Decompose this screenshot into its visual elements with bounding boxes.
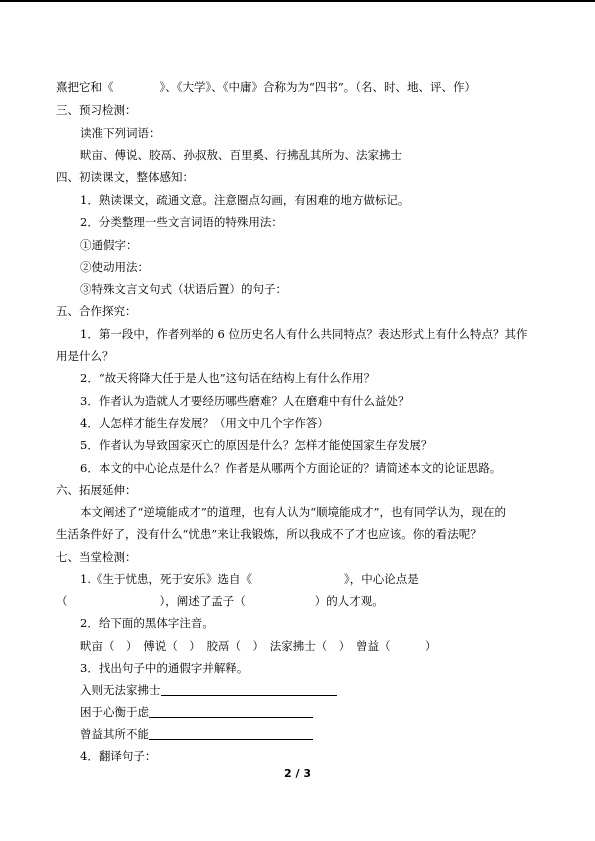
answer-blank-2[interactable]: [149, 705, 313, 718]
task-item-2: 2．分类整理一些文言词语的特殊用法：: [80, 215, 283, 229]
sentence-3: 曾益其所不能: [80, 727, 149, 741]
text-line-3: 读准下列词语：: [80, 126, 161, 140]
subitem-3: ③特殊文言文句式（状语后置）的句子：: [80, 282, 287, 296]
sentence-row-2: [80, 705, 313, 719]
question-1b: 用是什么？: [56, 349, 114, 363]
extension-para-1: 本文阐述了“逆境能成才”的道理，也有人认为“顺境能成才”，也有同学认为，现在的: [80, 505, 507, 519]
task-item-1: 1．熟读课文，疏通文意。注意圈点勾画，有困难的地方做标记。: [80, 193, 410, 207]
section-heading-6: 六、拓展延伸：: [56, 483, 137, 497]
question-2: 2．“故天将降大任于是人也”这句话在结构上有什么作用？: [80, 371, 376, 385]
vocab-list: 畎亩、傅说、胶鬲、孙叔敖、百里奚、行拂乱其所为、法家拂士: [80, 148, 402, 162]
subitem-1: ①通假字：: [80, 238, 138, 252]
answer-blank-1[interactable]: [161, 683, 337, 696]
test-question-2: 2．给下面的黑体字注音。: [80, 616, 214, 630]
test-question-1b: （ ），阐述了孟子（ ）的人才观。: [56, 594, 384, 608]
question-3: 3．作者认为造就人才要经历哪些磨难？人在磨难中有什么益处？: [80, 394, 410, 408]
text-line-1: 熹把它和《 》、《大学》、《中庸》合称为为“四书”。（名、时、地、评、作）: [56, 80, 477, 94]
section-heading-4: 四、初读课文，整体感知：: [56, 170, 194, 184]
test-question-4: 4．翻译句子：: [80, 749, 157, 763]
sentence-row-3: [80, 727, 313, 741]
question-4: 4．人怎样才能生存发展？（用文中几个字作答）: [80, 416, 329, 430]
sentence-2: 困于心衡于虑: [80, 705, 149, 719]
test-question-3: 3．找出句子中的通假字并解释。: [80, 661, 249, 675]
page-number: 2 / 3: [284, 767, 311, 780]
answer-blank-3[interactable]: [149, 727, 313, 740]
question-6: 6．本文的中心论点是什么？作者是从哪两个方面论证的？请简述本文的论证思路。: [80, 461, 502, 475]
top-border-line: [0, 0, 595, 2]
section-heading-5: 五、合作探究：: [56, 304, 137, 318]
question-5: 5．作者认为导致国家灭亡的原因是什么？怎样才能使国家生存发展？: [80, 438, 433, 452]
extension-para-2: 生活条件好了，没有什么“忧患”来让我锻炼，所以我成不了才也应该。你的看法呢？: [56, 527, 482, 541]
sentence-1: 入则无法家拂士: [80, 683, 161, 697]
section-heading-3: 三、预习检测：: [56, 103, 137, 117]
test-question-1a: 1.《生于忧患，死于安乐》选自《 》，中心论点是: [80, 572, 419, 586]
question-1a: 1．第一段中，作者列举的 6 位历史名人有什么共同特点？表达形式上有什么特点？其作: [80, 327, 528, 341]
sentence-row-1: [80, 683, 337, 697]
section-heading-7: 七、当堂检测：: [56, 550, 137, 564]
subitem-2: ②使动用法：: [80, 260, 149, 274]
pinyin-row: 畎亩（ ） 傅说（ ） 胶鬲（ ） 法家拂士（ ） 曾益（ ）: [80, 639, 437, 653]
